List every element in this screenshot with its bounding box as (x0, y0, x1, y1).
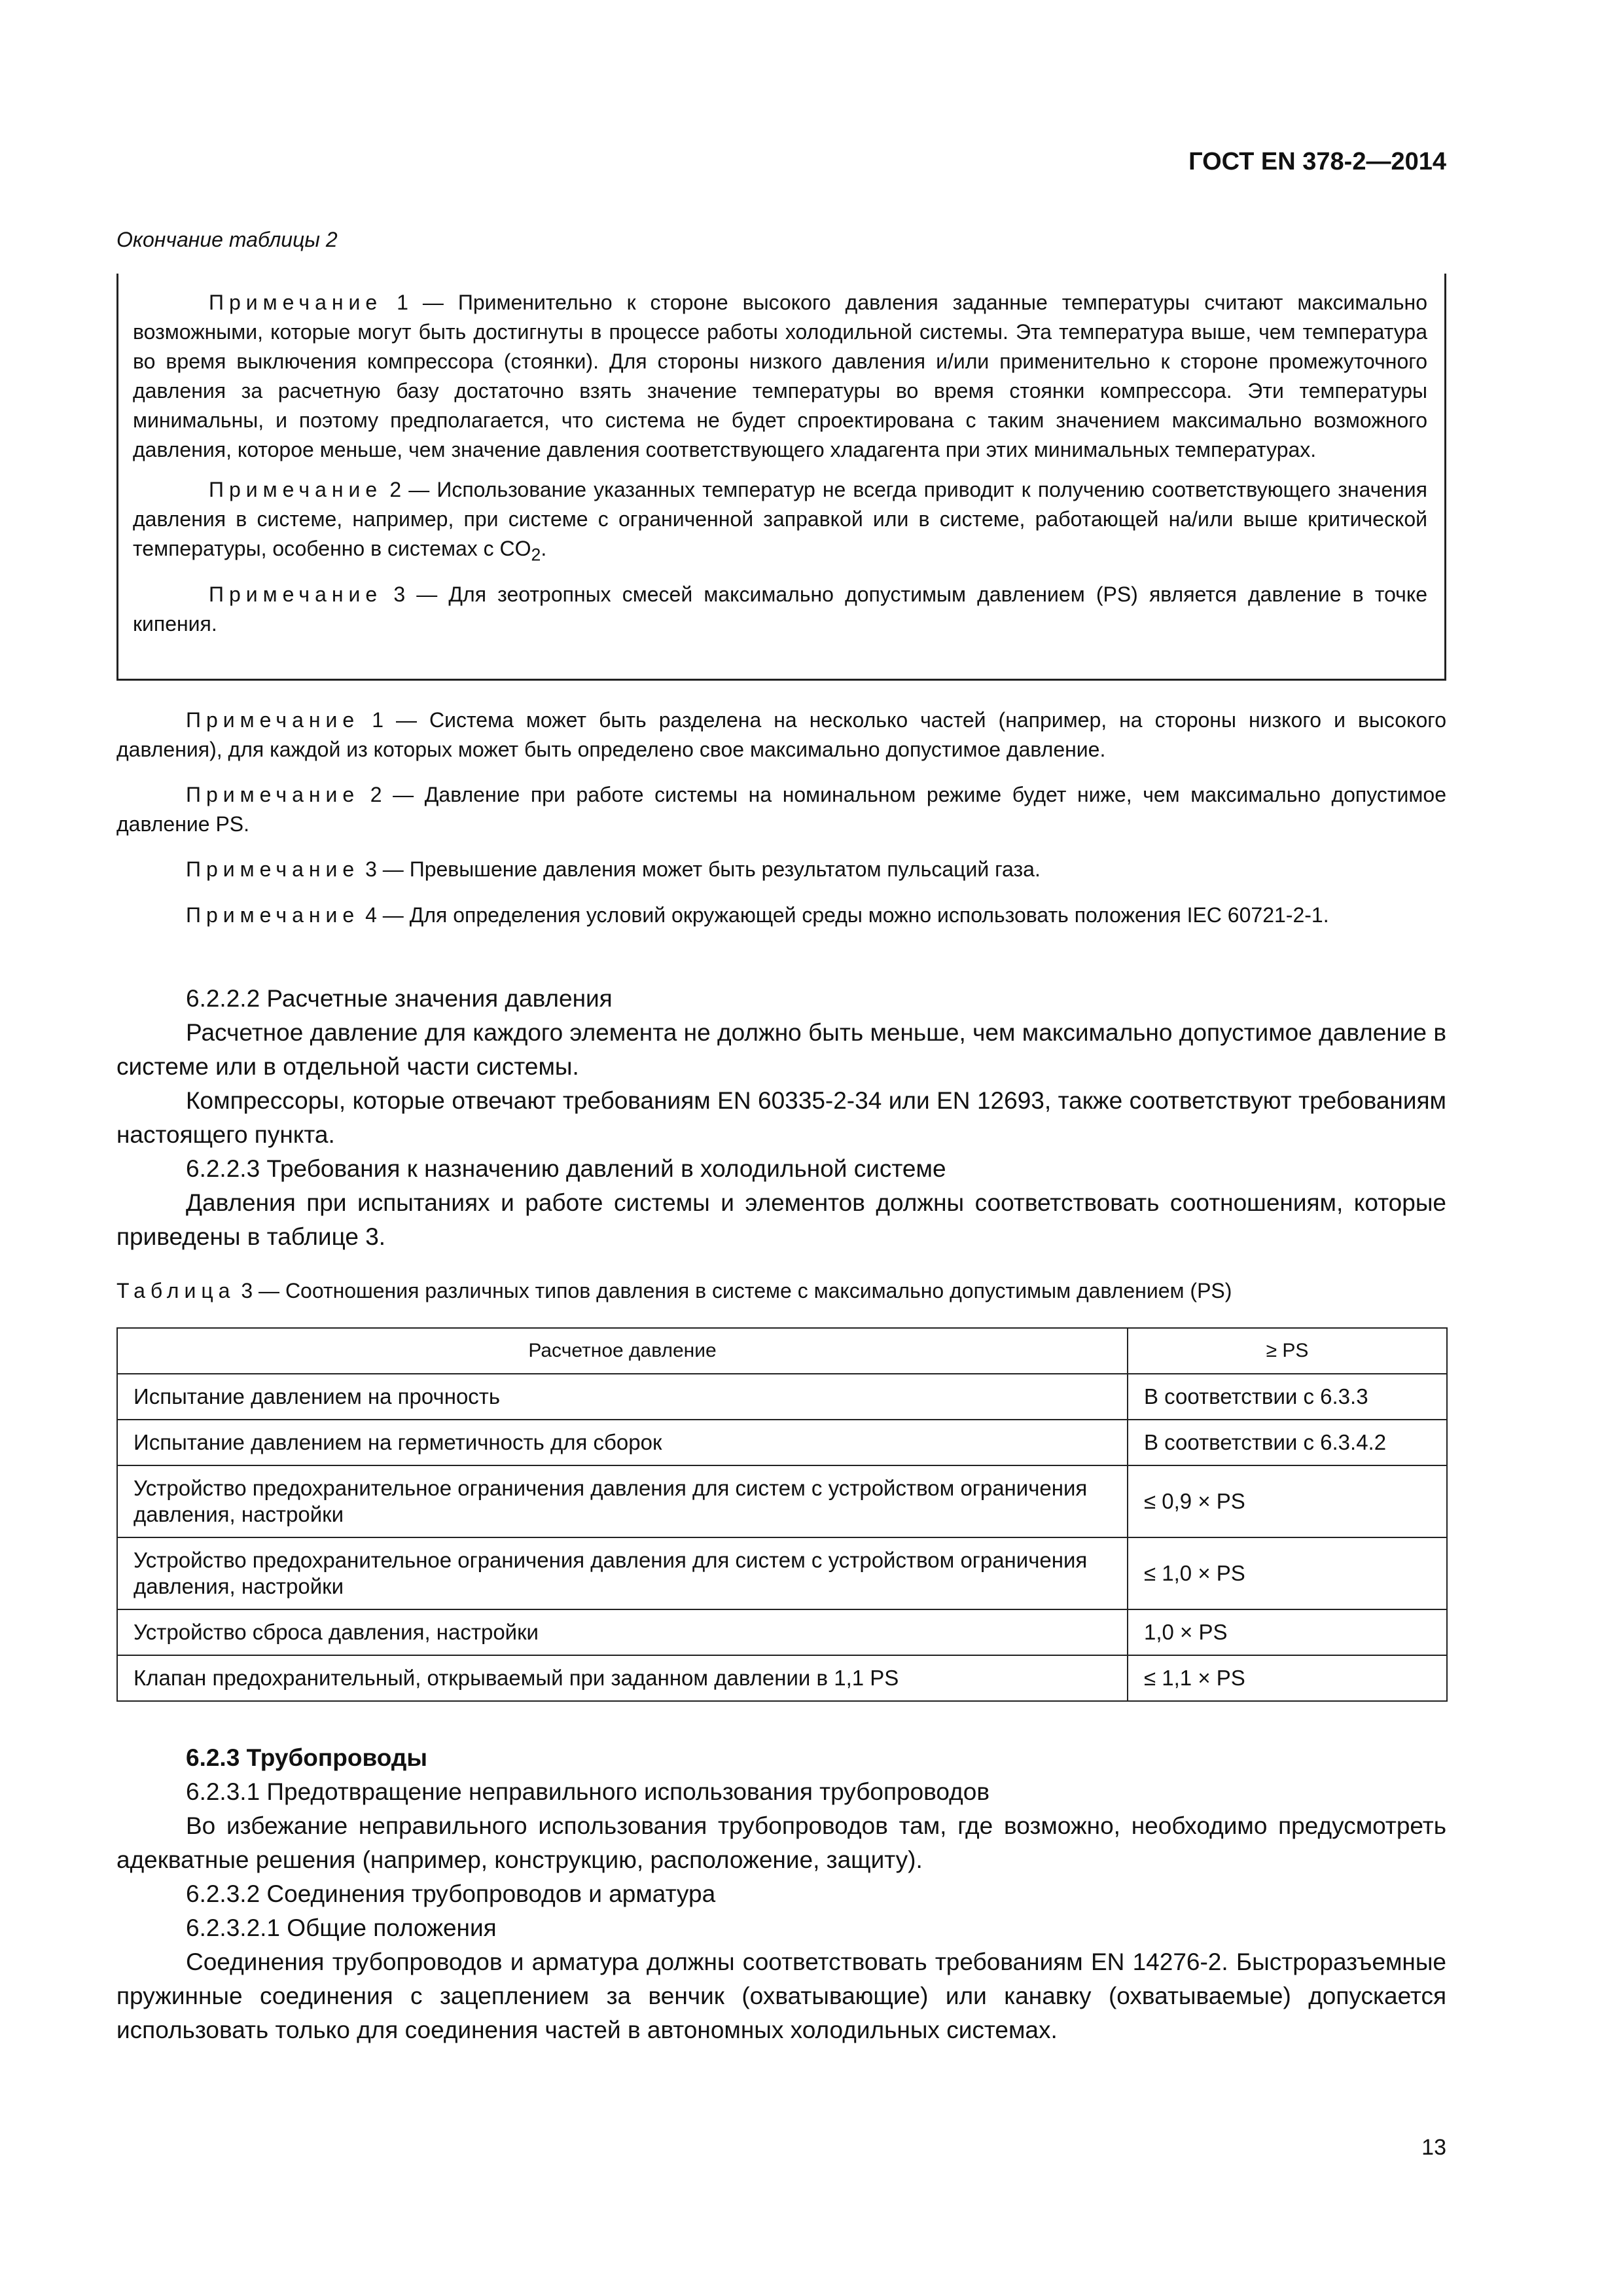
table-cell: ≤ 1,1 × PS (1128, 1655, 1447, 1701)
table-continuation-caption: Окончание таблицы 2 (116, 228, 338, 251)
table-row (117, 1537, 1447, 1609)
table-cell: Устройство сброса давления, настройки (117, 1609, 1128, 1655)
table-row (117, 1374, 1447, 1420)
table3-caption (116, 1276, 1446, 1306)
note-label: Примечание (209, 291, 383, 314)
table-cell: Устройство предохранительное ограничения давления для систем с устройством ограничения давления, настройки (117, 1465, 1128, 1537)
note-1 (116, 706, 1446, 764)
note-text-end: . (541, 537, 547, 560)
note-label: Примечание (186, 708, 360, 732)
table-cell: ≤ 1,0 × PS (1128, 1537, 1447, 1609)
table-cell: Устройство предохранительное ограничения давления для систем с устройством ограничения давления, настройки (117, 1537, 1128, 1609)
table-header-row (117, 1328, 1447, 1374)
section-6-2-3-2-1-paragraph-1: Соединения трубопроводов и арматура должны соответствовать требованиям EN 14276-2. Быстроразъемные пружинные соединения с зацеплением за венчик (охватывающие) или канавку (охватываемые) допускается использовать только для соединения частей в автономных холодильных системах. (116, 1948, 1446, 2043)
table2-notes-box (116, 274, 1446, 681)
table-cell: Клапан предохранительный, открываемый при заданном давлении в 1,1 PS (117, 1655, 1128, 1701)
page-number: 13 (1421, 2135, 1446, 2160)
header-design-pressure: Расчетное давление (117, 1328, 1128, 1374)
table-cell: Испытание давлением на герметичность для сборок (117, 1420, 1128, 1465)
header-ps: ≥ PS (1128, 1328, 1447, 1374)
table-cell: В соответствии с 6.3.3 (1128, 1374, 1447, 1420)
table-row (117, 1420, 1447, 1465)
subscript: 2 (531, 545, 541, 565)
note-text: 1 — Применительно к стороне высокого давления заданные температуры считают максимально возможными, которые могут быть достигнуты в процессе работы холодильной системы. Эта температура выше, чем температура во время выключения компрессора (стоянки). Для стороны низкого давления и/или применительно к стороне промежуточного давления за расчетную базу достаточно взять значение температуры во время стоянки компрессора. Эти температуры минимальны, и поэтому предполагается, что система не будет спроектирована с таким значением максимально возможного давления, которое меньше, чем значение давления соответствующего хладагента при этих минимальных температурах. (133, 291, 1428, 461)
section-6-2-2-2-paragraph-1: Расчетное давление для каждого элемента не должно быть меньше, чем максимально допустимое давление в системе или в отдельной части системы. (116, 1019, 1446, 1080)
section-6-2-2-2-title: 6.2.2.2 Расчетные значения давления (186, 985, 613, 1012)
section-6-2-3-2-1-title: 6.2.3.2.1 Общие положения (186, 1914, 497, 1941)
table-cell: 1,0 × PS (1128, 1609, 1447, 1655)
note-text: 4 — Для определения условий окружающей среды можно использовать положения IEC 60721-2-1. (365, 903, 1329, 927)
note-4 (116, 901, 1446, 930)
section-6-2-2-3-title: 6.2.2.3 Требования к назначению давлений в холодильной системе (186, 1155, 946, 1182)
section-6-2-2-3-paragraph-1: Давления при испытаниях и работе системы и элементов должны соответствовать соотношениям, которые приведены в таблице 3. (116, 1189, 1446, 1250)
table-caption-text: 3 — Соотношения различных типов давления в системе с максимально допустимым давлением (PS) (241, 1279, 1232, 1302)
note-label: Примечание (209, 583, 383, 607)
note-text: 3 — Для зеотропных смесей максимально допустимым давлением (PS) является давление в точке кипения. (133, 583, 1428, 636)
section-6-2-3-1-title: 6.2.3.1 Предотвращение неправильного использования трубопроводов (186, 1778, 990, 1805)
note-3 (116, 855, 1446, 884)
note-text: 3 — Превышение давления может быть результатом пульсаций газа. (365, 857, 1041, 881)
table-label: Таблица (116, 1279, 236, 1302)
note-label: Примечание (209, 478, 383, 501)
section-6-2-3-2-title: 6.2.3.2 Соединения трубопроводов и арматура (186, 1880, 716, 1907)
table-cell: ≤ 0,9 × PS (1128, 1465, 1447, 1537)
table-cell: В соответствии с 6.3.4.2 (1128, 1420, 1447, 1465)
table-row (117, 1609, 1447, 1655)
note-text: 2 — Использование указанных температур не всегда приводит к получению соответствующего значения давления в системе, например, при системе с ограниченной заправкой или в системе, работающей на/или выше критической температуры, особенно в системах с CO (133, 478, 1427, 560)
section-6-2-3-title: 6.2.3 Трубопроводы (186, 1744, 427, 1771)
table-cell: Испытание давлением на прочность (117, 1374, 1128, 1420)
table2-note-3 (133, 580, 1427, 639)
table2-note-1 (133, 288, 1427, 465)
document-code: ГОСТ EN 378-2—2014 (1188, 148, 1446, 175)
section-6-2-2-2-paragraph-2: Компрессоры, которые отвечают требованиям EN 60335-2-34 или EN 12693, также соответствуют требованиям настоящего пункта. (116, 1087, 1446, 1148)
note-text: 2 — Давление при работе системы на номинальном режиме будет ниже, чем максимально допустимое давление PS. (116, 783, 1447, 836)
table-row (117, 1655, 1447, 1701)
note-text: 1 — Система может быть разделена на несколько частей (например, на стороны низкого и высокого давления), для каждой из которых может быть определено свое максимально допустимое давление. (116, 708, 1447, 761)
table2-note-2 (133, 475, 1427, 569)
note-2 (116, 780, 1446, 839)
table3 (116, 1327, 1448, 1702)
note-label: Примечание (186, 903, 360, 927)
section-6-2-3-1-paragraph-1: Во избежание неправильного использования трубопроводов там, где возможно, необходимо предусмотреть адекватные решения (например, конструкцию, расположение, защиту). (116, 1812, 1446, 1873)
note-label: Примечание (186, 783, 360, 806)
table-row (117, 1465, 1447, 1537)
note-label: Примечание (186, 857, 360, 881)
